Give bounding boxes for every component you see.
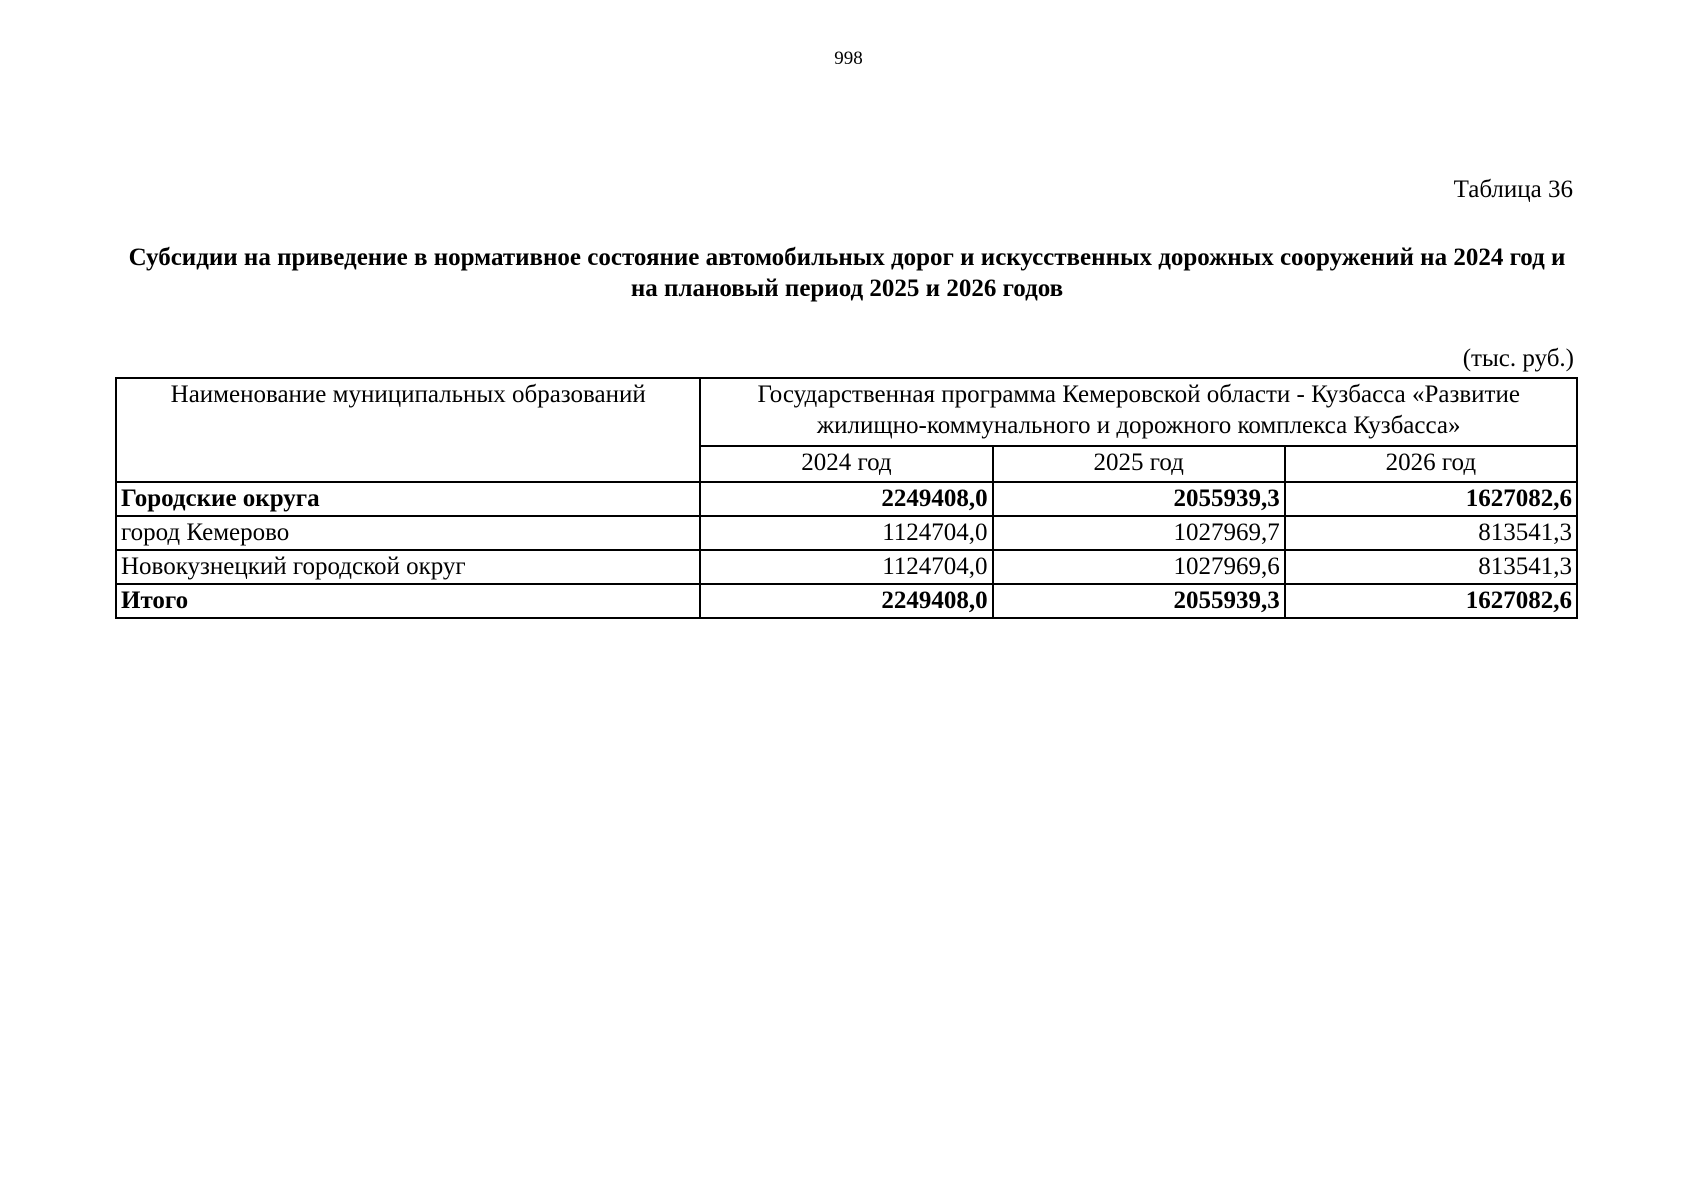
header-year-2026: 2026 год — [1285, 446, 1577, 482]
header-program: Государственная программа Кемеровской области - Кузбасса «Развитие жилищно-коммунального и дорожного комплекса Кузбасса» — [700, 378, 1577, 446]
table-row-city-districts — [116, 482, 1577, 516]
value-2025: 1027969,7 — [993, 516, 1285, 550]
value-2025: 2055939,3 — [993, 584, 1285, 618]
row-name: Итого — [116, 584, 700, 618]
value-2025: 2055939,3 — [993, 482, 1285, 516]
header-municipality-name: Наименование муниципальных образований — [116, 378, 700, 482]
row-name: Новокузнецкий городской округ — [116, 550, 700, 584]
value-2024: 1124704,0 — [700, 550, 992, 584]
table-label: Таблица 36 — [1453, 176, 1573, 203]
units-label: (тыс. руб.) — [1462, 345, 1574, 372]
row-name: Городские округа — [116, 482, 700, 516]
value-2024: 2249408,0 — [700, 584, 992, 618]
table-row-total — [116, 584, 1577, 618]
table-row-kemerovo — [116, 516, 1577, 550]
header-year-2024: 2024 год — [700, 446, 992, 482]
table-header-row — [116, 378, 1577, 446]
header-year-2025: 2025 год — [993, 446, 1285, 482]
page-number: 998 — [834, 48, 863, 69]
value-2026: 813541,3 — [1285, 550, 1577, 584]
subsidies-table — [115, 377, 1578, 619]
value-2026: 1627082,6 — [1285, 584, 1577, 618]
document-title: Субсидии на приведение в нормативное состояние автомобильных дорог и искусственных дорожных сооружений на 2024 год и на плановый период 2025 и 2026 годов — [128, 244, 1566, 302]
table-row-novokuznetsk — [116, 550, 1577, 584]
value-2024: 2249408,0 — [700, 482, 992, 516]
value-2026: 813541,3 — [1285, 516, 1577, 550]
value-2026: 1627082,6 — [1285, 482, 1577, 516]
row-name: город Кемерово — [116, 516, 700, 550]
value-2024: 1124704,0 — [700, 516, 992, 550]
value-2025: 1027969,6 — [993, 550, 1285, 584]
